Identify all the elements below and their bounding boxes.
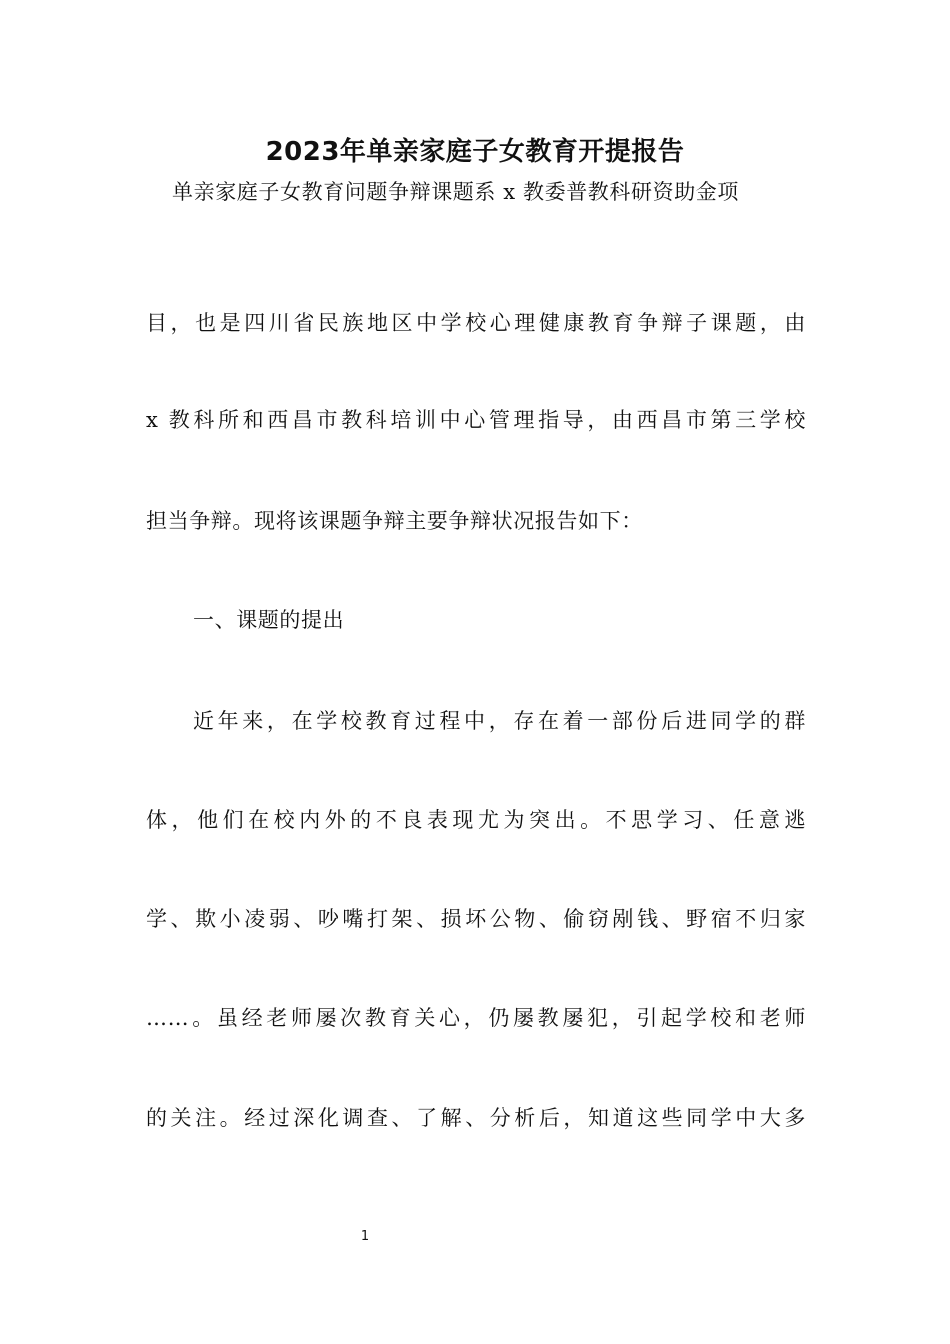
paragraph-1-line-1: 单亲家庭子女教育问题争辩课题系 x 教委普教科研资助金项 (172, 180, 739, 204)
section-heading-1: 一、课题的提出 (193, 608, 345, 632)
paragraph-2-line-3: 学、欺小凌弱、吵嘴打架、损坏公物、偷窃剐钱、野宿不归家 (146, 907, 806, 931)
paragraph-1-line-4: 担当争辩。现将该课题争辩主要争辩状况报告如下： (146, 509, 643, 533)
paragraph-1-line-3: x 教科所和西昌市教科培训中心管理指导，由西昌市第三学校 (146, 408, 806, 432)
paragraph-2-line-1: 近年来，在学校教育过程中，存在着一部份后进同学的群 (193, 709, 806, 733)
paragraph-2-line-4: ……。虽经老师屡次教育关心，仍屡教屡犯，引起学校和老师 (146, 1006, 806, 1030)
paragraph-1-line-2: 目，也是四川省民族地区中学校心理健康教育争辩子课题，由 (146, 311, 806, 335)
paragraph-2-line-2: 体，他们在校内外的不良表现尤为突出。不思学习、任意逃 (146, 808, 806, 832)
page-number: 1 (360, 1229, 370, 1244)
paragraph-2-line-5: 的关注。经过深化调查、了解、分析后，知道这些同学中大多 (146, 1106, 806, 1130)
document-title: 2023年单亲家庭子女教育开提报告 (265, 137, 685, 167)
